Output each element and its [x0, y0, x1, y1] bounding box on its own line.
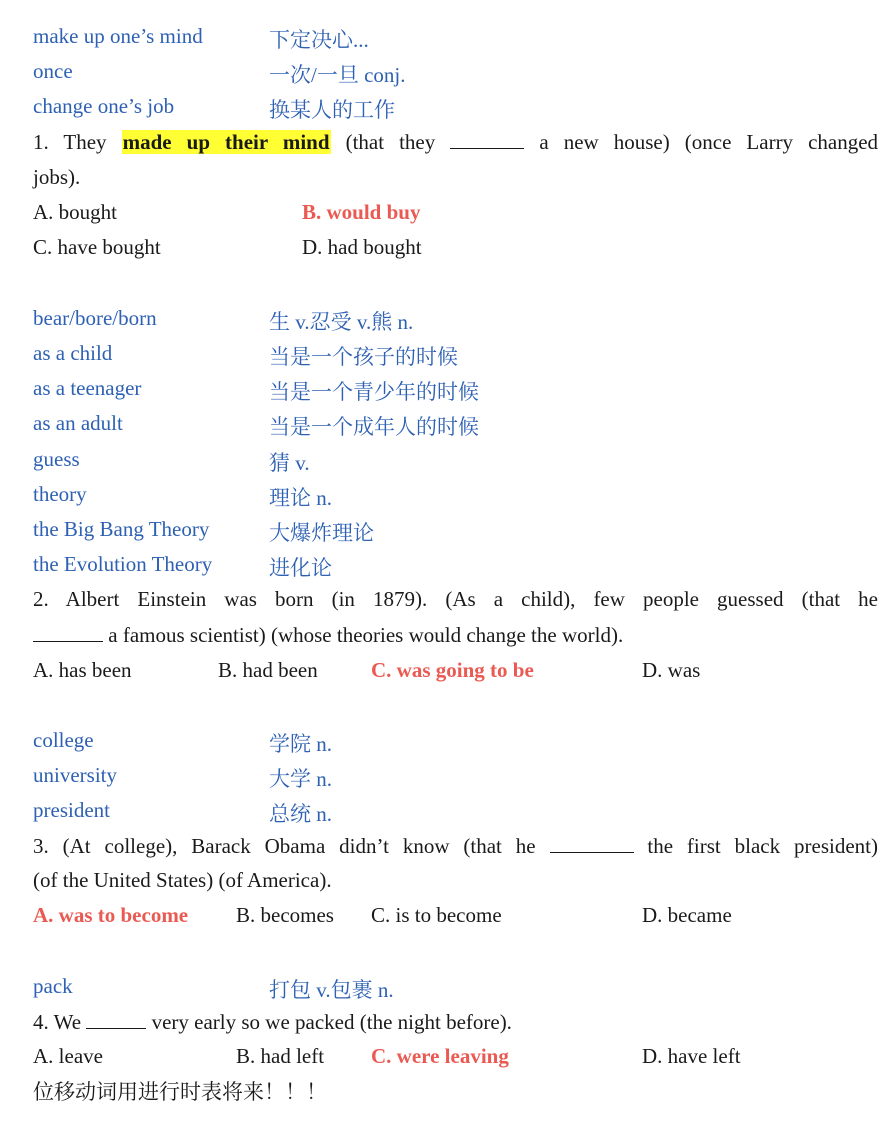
vocab-meaning: 一次/一旦 conj. — [269, 63, 406, 87]
vocab-meaning: 总统 n. — [269, 802, 332, 826]
option-d: D. have left — [642, 1044, 741, 1068]
vocab-term: the Big Bang Theory — [33, 517, 210, 541]
option-a: A. has been — [33, 658, 132, 682]
vocab-term: as a teenager — [33, 376, 142, 400]
vocab-term: college — [33, 728, 94, 752]
vocab-term: as a child — [33, 341, 113, 365]
vocab-meaning: 生 v.忍受 v.熊 n. — [269, 310, 414, 334]
option-c: C. is to become — [371, 903, 502, 927]
vocab-meaning: 换某人的工作 — [269, 98, 395, 122]
question-text: very early so we packed (the night before). — [151, 1009, 512, 1034]
vocab-meaning: 进化论 — [269, 556, 332, 580]
question-text: a new house) (once Larry changed — [539, 129, 879, 154]
option-b: B. had left — [236, 1044, 325, 1068]
vocab-term: guess — [33, 447, 80, 471]
answer-blank — [450, 129, 524, 149]
option-a: A. leave — [33, 1044, 103, 1068]
question-1-line-1 — [33, 129, 878, 155]
question-1-line-2: jobs). — [33, 165, 81, 189]
question-2-line-1: 2. Albert Einstein was born (in 1879). (As a child), few people guessed (that he — [33, 587, 878, 611]
question-text: 1. They — [33, 129, 107, 154]
vocab-term: pack — [33, 974, 73, 998]
option-a: A. bought — [33, 200, 117, 224]
vocab-meaning: 当是一个孩子的时候 — [269, 345, 458, 369]
answer-blank — [550, 833, 634, 853]
vocab-term: the Evolution Theory — [33, 552, 213, 576]
option-d: D. became — [642, 903, 732, 927]
highlighted-phrase: made up their mind — [122, 129, 330, 154]
question-text: a famous scientist) (whose theories would change the world). — [108, 622, 624, 647]
option-c-correct: C. was going to be — [371, 658, 534, 682]
vocab-meaning: 大爆炸理论 — [269, 521, 374, 545]
option-b: B. becomes — [236, 903, 334, 927]
vocab-meaning: 理论 n. — [269, 486, 332, 510]
vocab-meaning: 当是一个成年人的时候 — [269, 415, 479, 439]
option-d: D. had bought — [302, 235, 422, 259]
question-text: (that they — [345, 129, 436, 154]
vocab-meaning: 打包 v.包裹 n. — [269, 978, 394, 1002]
vocab-term: make up one’s mind — [33, 24, 203, 48]
vocab-term: president — [33, 798, 110, 822]
vocab-meaning: 当是一个青少年的时候 — [269, 380, 479, 404]
vocab-meaning: 大学 n. — [269, 767, 332, 791]
vocab-meaning: 猜 v. — [269, 451, 310, 475]
vocab-term: change one’s job — [33, 94, 175, 118]
question-2-line-2 — [33, 622, 623, 648]
question-text: 4. We — [33, 1009, 82, 1034]
question-text: 3. (At college), Barack Obama didn’t know (that he — [33, 833, 536, 858]
option-b-correct: B. would buy — [302, 200, 421, 224]
option-c-correct: C. were leaving — [371, 1044, 509, 1068]
option-d: D. was — [642, 658, 701, 682]
question-4-line-1 — [33, 1009, 512, 1035]
vocab-term: theory — [33, 482, 87, 506]
option-a-correct: A. was to become — [33, 903, 189, 927]
vocab-meaning: 下定决心... — [269, 28, 369, 52]
question-3-line-2: (of the United States) (of America). — [33, 868, 332, 892]
question-text: the first black president) — [647, 833, 878, 858]
option-b: B. had been — [218, 658, 318, 682]
vocab-term: bear/bore/born — [33, 306, 157, 330]
option-c: C. have bought — [33, 235, 161, 259]
answer-blank — [86, 1009, 146, 1029]
vocab-term: as an adult — [33, 411, 123, 435]
question-3-line-1 — [33, 833, 878, 859]
vocab-meaning: 学院 n. — [269, 732, 332, 756]
vocab-term: university — [33, 763, 117, 787]
vocab-term: once — [33, 59, 73, 83]
grammar-note: 位移动词用进行时表将来！！！ — [33, 1080, 327, 1104]
answer-blank — [33, 622, 103, 642]
